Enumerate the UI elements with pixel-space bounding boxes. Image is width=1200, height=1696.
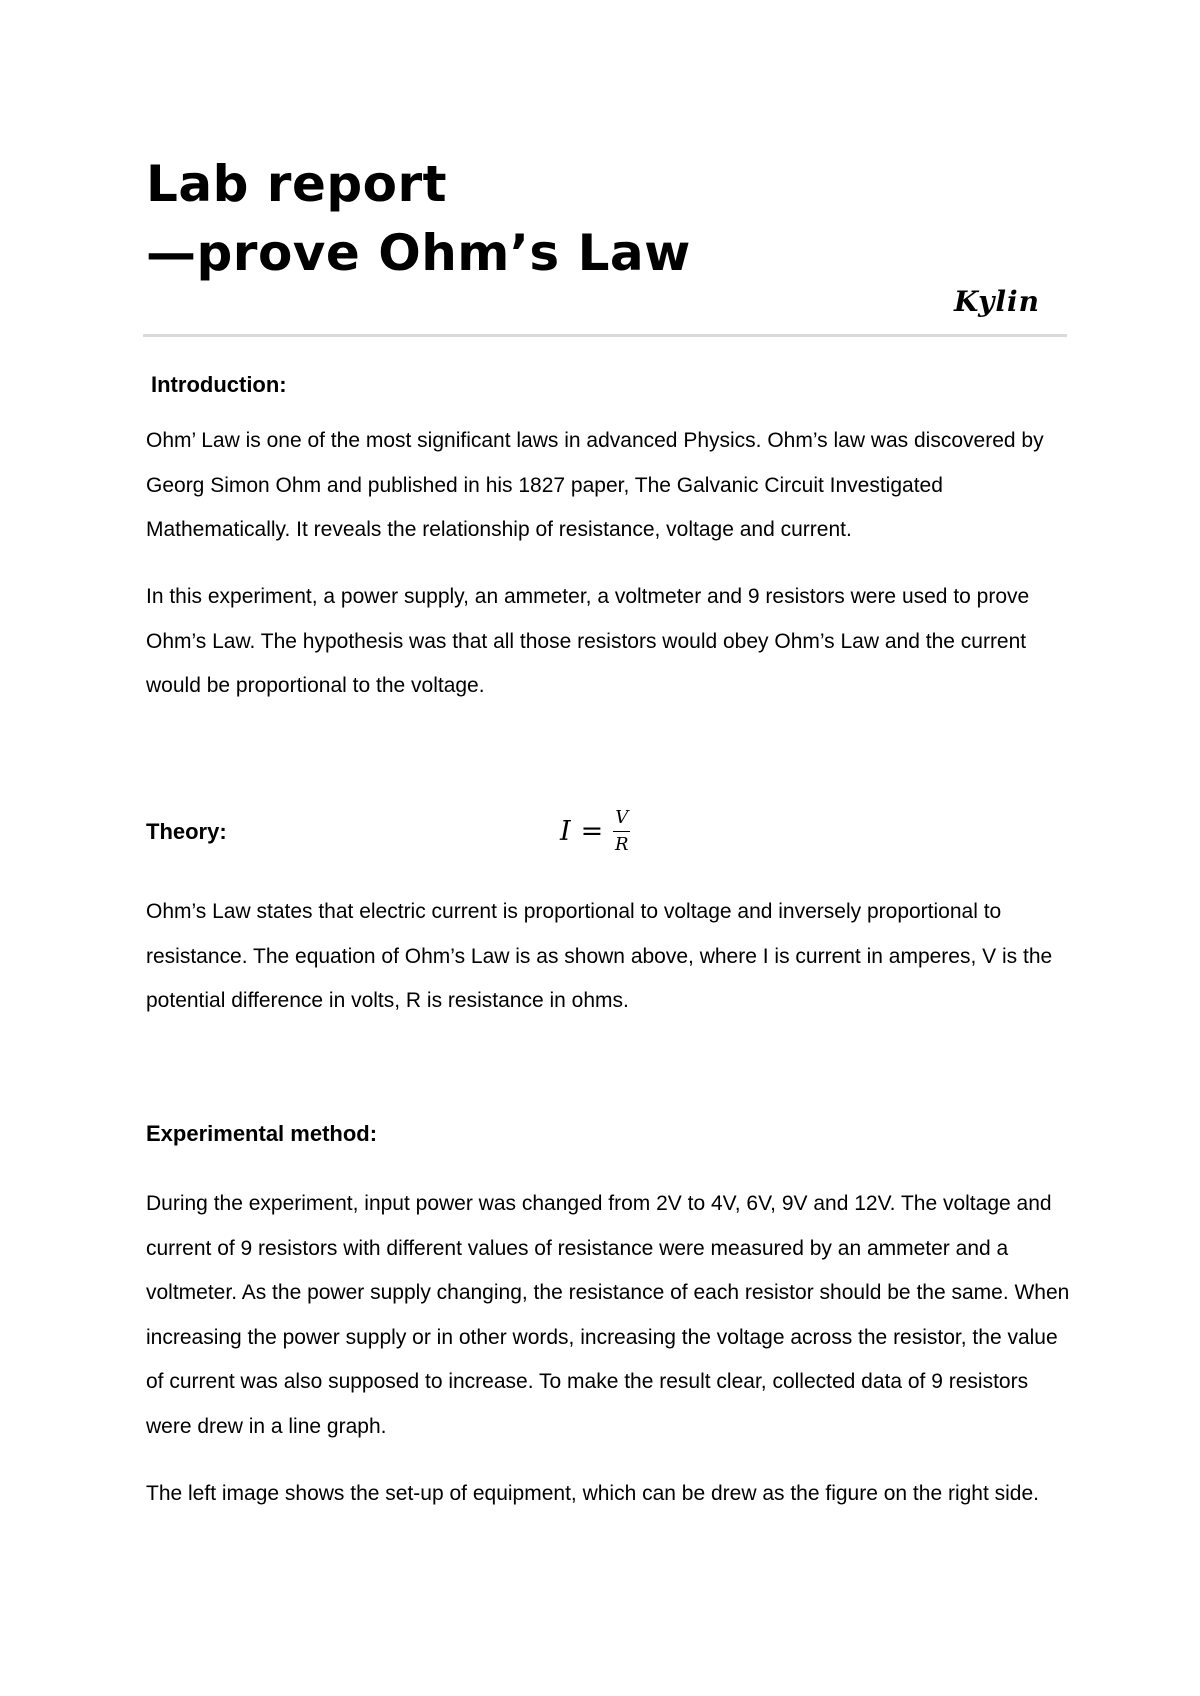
formula-numerator: V — [613, 807, 630, 832]
title-divider — [143, 334, 1067, 337]
method-paragraph-2: The left image shows the set-up of equipment, which can be drew as the figure on the right side. — [146, 1482, 1040, 1505]
title-line-1: Lab report — [146, 155, 448, 213]
method-heading: Experimental method: — [146, 1121, 378, 1146]
formula-denominator: R — [615, 833, 629, 855]
title-line-2: —prove Ohm’s Law — [146, 224, 691, 282]
ohms-law-formula — [560, 800, 630, 862]
theory-paragraph: Ohm’s Law states that electric current is proportional to voltage and inversely proportional to resistance. The equation of Ohm’s Law is as shown above, where I is current in amperes, V is the potential difference in volts, R is resistance in ohms. — [146, 900, 1053, 1013]
author-name: Kylin — [954, 285, 1040, 318]
introduction-heading: Introduction: — [151, 372, 287, 397]
theory-heading: Theory: — [146, 819, 227, 844]
formula-equals-sign: = — [580, 815, 604, 847]
method-paragraph-1: During the experiment, input power was changed from 2V to 4V, 6V, 9V and 12V. The voltage and current of 9 resistors with different values of resistance were measured by an ammeter and a voltmeter. As the power supply changing, the resistance of each resistor should be the same. When increasing the power supply or in other words, increasing the voltage across the resistor, the value of current was also supposed to increase. To make the result clear, collected data of 9 resistors were drew in a line graph. — [146, 1192, 1070, 1438]
introduction-paragraph-1: Ohm’ Law is one of the most significant laws in advanced Physics. Ohm’s law was discovered by Georg Simon Ohm and published in his 1827 paper, The Galvanic Circuit Investigated Mathematically. It reveals the relationship of resistance, voltage and current. — [146, 429, 1044, 542]
page-title — [146, 150, 691, 288]
formula-current-symbol: I — [560, 815, 571, 847]
formula-fraction — [613, 807, 630, 856]
introduction-paragraph-2: In this experiment, a power supply, an ammeter, a voltmeter and 9 resistors were used to prove Ohm’s Law. The hypothesis was that all those resistors would obey Ohm’s Law and the current would be proportional to the voltage. — [146, 585, 1030, 698]
